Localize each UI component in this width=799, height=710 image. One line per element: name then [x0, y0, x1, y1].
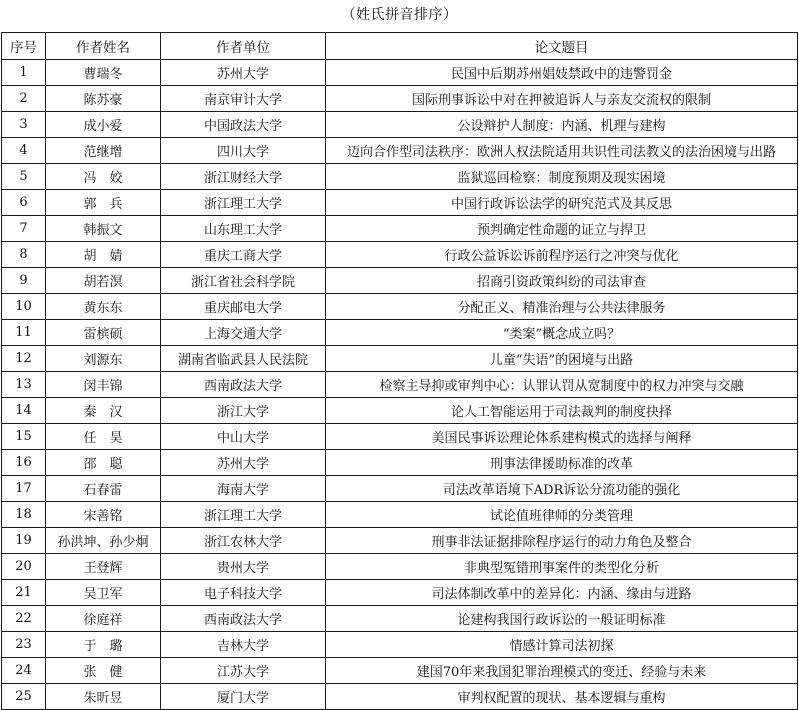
cell-unit: 浙江理工大学 [161, 502, 326, 528]
table-row [2, 86, 798, 112]
table-row [2, 580, 798, 606]
table-row [2, 450, 798, 476]
cell-no: 15 [2, 424, 46, 450]
table-row [2, 554, 798, 580]
cell-title: 中国行政诉讼法学的研究范式及其反思 [326, 190, 798, 216]
cell-unit: 浙江省社会科学院 [161, 268, 326, 294]
cell-no: 22 [2, 606, 46, 632]
header-title: 论文题目 [326, 33, 798, 60]
cell-unit: 厦门大学 [161, 684, 326, 710]
table-row [2, 476, 798, 502]
cell-no: 4 [2, 138, 46, 164]
table-header-row [2, 33, 798, 60]
cell-no: 2 [2, 86, 46, 112]
cell-no: 13 [2, 372, 46, 398]
cell-author: 吴卫军 [46, 580, 161, 606]
table-caption: （姓氏拼音排序） [341, 7, 458, 23]
cell-no: 20 [2, 554, 46, 580]
table-row [2, 112, 798, 138]
cell-unit: 苏州大学 [161, 450, 326, 476]
table-row [2, 372, 798, 398]
cell-author: 张 健 [46, 658, 161, 684]
cell-title: 民国中后期苏州娼妓禁政中的违警罚金 [326, 60, 798, 86]
table-row [2, 346, 798, 372]
table-row [2, 320, 798, 346]
header-no: 序号 [2, 33, 46, 60]
cell-author: 胡若溟 [46, 268, 161, 294]
cell-title: 论建构我国行政诉讼的一般证明标准 [326, 606, 798, 632]
cell-unit: 重庆工商大学 [161, 242, 326, 268]
paper-list-table [1, 32, 798, 710]
cell-no: 25 [2, 684, 46, 710]
cell-no: 14 [2, 398, 46, 424]
cell-author: 黄东东 [46, 294, 161, 320]
cell-unit: 浙江理工大学 [161, 190, 326, 216]
cell-title: 招商引资政策纠纷的司法审查 [326, 268, 798, 294]
cell-unit: 江苏大学 [161, 658, 326, 684]
table-row [2, 424, 798, 450]
table-row [2, 684, 798, 710]
cell-author: 石春雷 [46, 476, 161, 502]
cell-unit: 苏州大学 [161, 60, 326, 86]
cell-author: 宋善铭 [46, 502, 161, 528]
cell-no: 9 [2, 268, 46, 294]
cell-unit: 浙江农林大学 [161, 528, 326, 554]
cell-unit: 贵州大学 [161, 554, 326, 580]
cell-no: 16 [2, 450, 46, 476]
cell-title: 儿童“失语”的困境与出路 [326, 346, 798, 372]
table-row [2, 398, 798, 424]
table-row [2, 632, 798, 658]
cell-title: 检察主导抑或审判中心：认罪认罚从宽制度中的权力冲突与交融 [326, 372, 798, 398]
table-row [2, 138, 798, 164]
table-row [2, 268, 798, 294]
cell-title: 论人工智能运用于司法裁判的制度抉择 [326, 398, 798, 424]
cell-no: 24 [2, 658, 46, 684]
cell-title: 非典型冤错刑事案件的类型化分析 [326, 554, 798, 580]
cell-author: 成小爱 [46, 112, 161, 138]
cell-author: 刘源东 [46, 346, 161, 372]
table-row [2, 242, 798, 268]
cell-title: 审判权配置的现状、基本逻辑与重构 [326, 684, 798, 710]
cell-unit: 中山大学 [161, 424, 326, 450]
cell-no: 1 [2, 60, 46, 86]
cell-author: 胡 婧 [46, 242, 161, 268]
cell-no: 7 [2, 216, 46, 242]
table-row [2, 294, 798, 320]
cell-author: 冯 姣 [46, 164, 161, 190]
table-row [2, 190, 798, 216]
table-row [2, 60, 798, 86]
table-row [2, 502, 798, 528]
cell-unit: 海南大学 [161, 476, 326, 502]
cell-unit: 湖南省临武县人民法院 [161, 346, 326, 372]
cell-author: 徐庭祥 [46, 606, 161, 632]
cell-unit: 中国政法大学 [161, 112, 326, 138]
cell-author: 于 璐 [46, 632, 161, 658]
cell-no: 21 [2, 580, 46, 606]
cell-author: 朱昕昱 [46, 684, 161, 710]
table-row [2, 216, 798, 242]
cell-author: 秦 汉 [46, 398, 161, 424]
cell-unit: 浙江大学 [161, 398, 326, 424]
cell-title: 司法改革语境下ADR诉讼分流功能的强化 [326, 476, 798, 502]
cell-author: 邵 聪 [46, 450, 161, 476]
cell-author: 范继增 [46, 138, 161, 164]
cell-title: 刑事非法证据排除程序运行的动力角色及整合 [326, 528, 798, 554]
cell-title: 试论值班律师的分类管理 [326, 502, 798, 528]
cell-unit: 浙江财经大学 [161, 164, 326, 190]
cell-unit: 四川大学 [161, 138, 326, 164]
header-unit: 作者单位 [161, 33, 326, 60]
cell-title: 司法体制改革中的差异化：内涵、缘由与进路 [326, 580, 798, 606]
cell-title: 公设辩护人制度：内涵、机理与建构 [326, 112, 798, 138]
table-row [2, 528, 798, 554]
cell-author: 孙洪坤、孙少炯 [46, 528, 161, 554]
cell-no: 23 [2, 632, 46, 658]
cell-no: 19 [2, 528, 46, 554]
cell-author: 任 昊 [46, 424, 161, 450]
cell-no: 6 [2, 190, 46, 216]
cell-no: 10 [2, 294, 46, 320]
cell-author: 曹瑞冬 [46, 60, 161, 86]
cell-author: 雷槟硕 [46, 320, 161, 346]
cell-unit: 西南政法大学 [161, 372, 326, 398]
cell-no: 3 [2, 112, 46, 138]
table-body [2, 60, 798, 710]
cell-title: 刑事法律援助标准的改革 [326, 450, 798, 476]
cell-no: 17 [2, 476, 46, 502]
cell-no: 18 [2, 502, 46, 528]
cell-author: 郭 兵 [46, 190, 161, 216]
cell-title: 迈向合作型司法秩序：欧洲人权法院适用共识性司法教义的法治困境与出路 [326, 138, 798, 164]
cell-unit: 重庆邮电大学 [161, 294, 326, 320]
header-author: 作者姓名 [46, 33, 161, 60]
cell-title: 行政公益诉讼诉前程序运行之冲突与优化 [326, 242, 798, 268]
cell-author: 王登辉 [46, 554, 161, 580]
cell-unit: 电子科技大学 [161, 580, 326, 606]
cell-unit: 山东理工大学 [161, 216, 326, 242]
cell-title: “类案”概念成立吗？ [326, 320, 798, 346]
cell-no: 8 [2, 242, 46, 268]
cell-author: 韩振文 [46, 216, 161, 242]
table-row [2, 164, 798, 190]
cell-author: 闵丰锦 [46, 372, 161, 398]
cell-no: 12 [2, 346, 46, 372]
cell-title: 国际刑事诉讼中对在押被追诉人与亲友交流权的限制 [326, 86, 798, 112]
cell-title: 预判确定性命题的证立与捍卫 [326, 216, 798, 242]
table-row [2, 606, 798, 632]
cell-unit: 吉林大学 [161, 632, 326, 658]
cell-unit: 南京审计大学 [161, 86, 326, 112]
cell-title: 建国70年来我国犯罪治理模式的变迁、经验与未来 [326, 658, 798, 684]
cell-author: 陈苏豪 [46, 86, 161, 112]
cell-title: 美国民事诉讼理论体系建构模式的选择与阐释 [326, 424, 798, 450]
cell-no: 11 [2, 320, 46, 346]
cell-title: 情感计算司法初探 [326, 632, 798, 658]
cell-unit: 西南政法大学 [161, 606, 326, 632]
cell-title: 监狱巡回检察：制度预期及现实困境 [326, 164, 798, 190]
cell-title: 分配正义、精准治理与公共法律服务 [326, 294, 798, 320]
table-row [2, 658, 798, 684]
cell-no: 5 [2, 164, 46, 190]
cell-unit: 上海交通大学 [161, 320, 326, 346]
